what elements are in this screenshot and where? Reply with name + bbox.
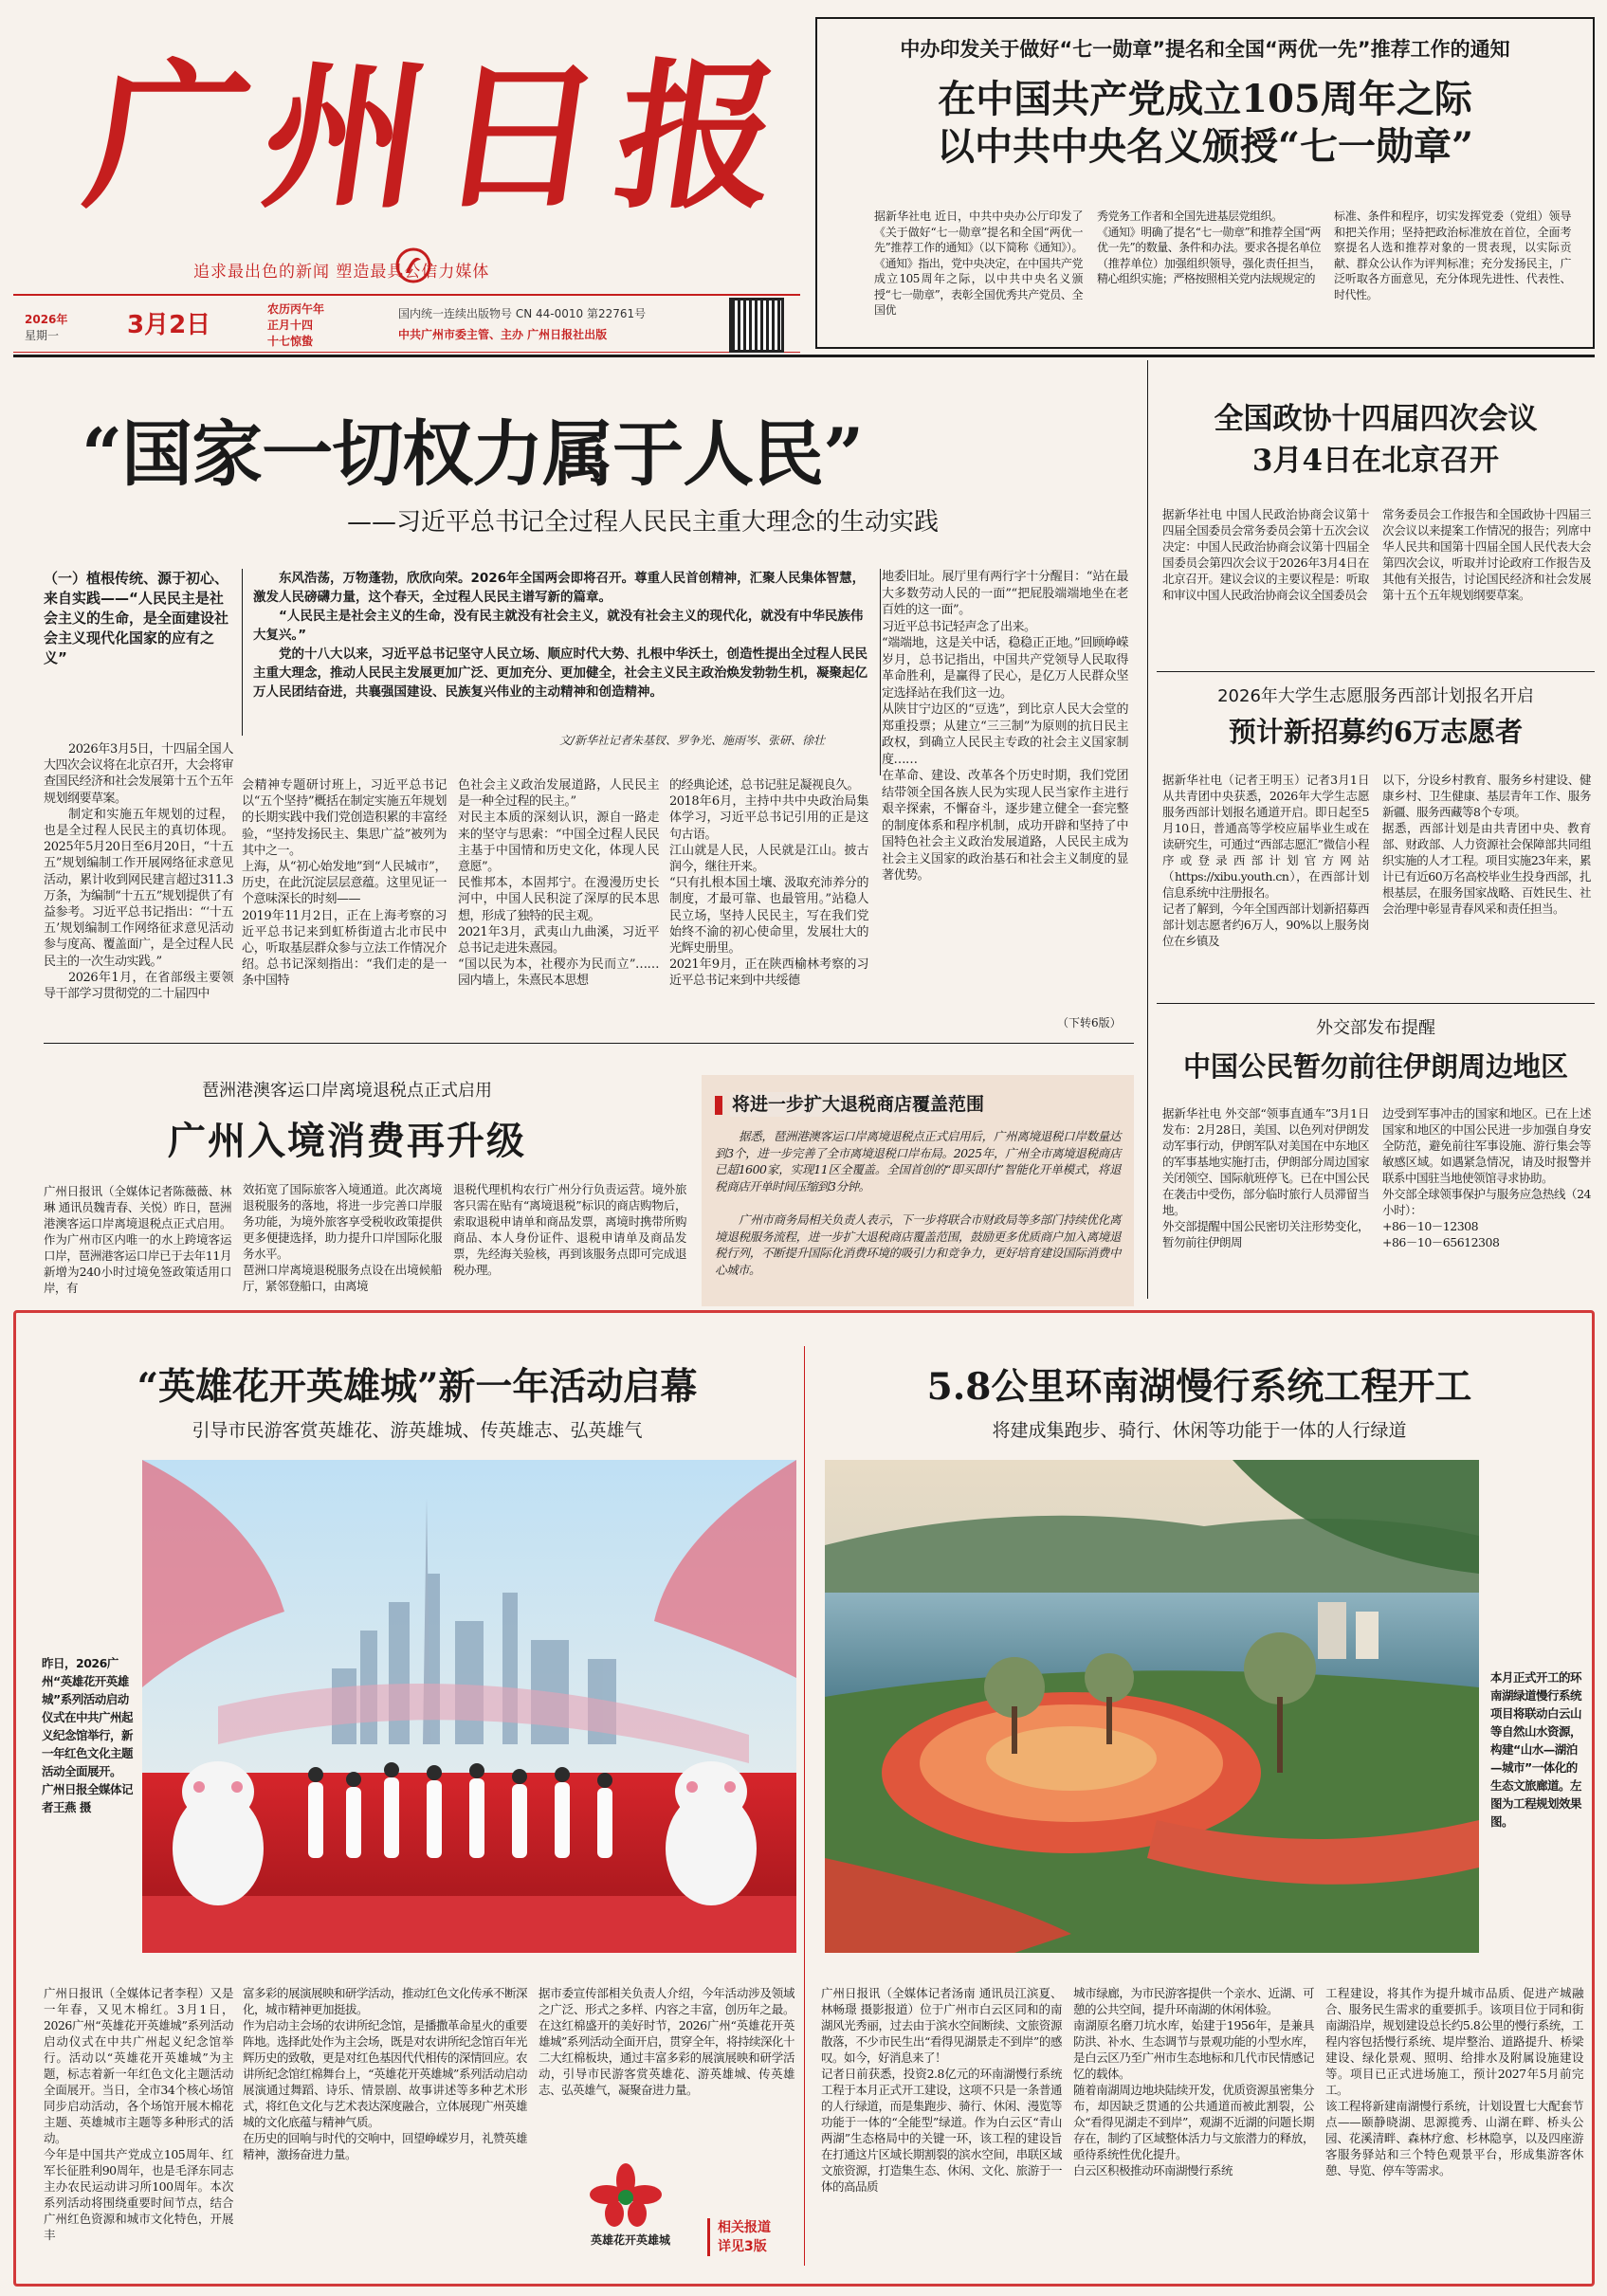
lake-caption: 本月正式开工的环南湖绿道慢行系统项目将联动白云山等自然山水资源，构建“山水—湖泊—城市”一体化的生态文旅廊道。左图为工程规划效果图。 — [1490, 1670, 1582, 1829]
lead-col-2: 会精神专题研讨班上，习近平总书记以“五个坚持”概括在制定实施五年规划的长期实践中我们党创造积累的丰富经验，“坚持发扬民主、集思广益”被列为其中之一。 上海，从“初心始发地”到“人民城市”，历史，在此沉淀层层意蕴。这里见证一个意味深长的时刻—— 2019年11月2日，正在上海考察的习近平总书记来到虹桥街道古北市民中心，听取基层群众参与立法工作情况介绍。总书记深刻指出：“我们走的是一条中国特 — [242, 778, 447, 989]
lake-headline: 5.8公里环南湖慢行系统工程开工 — [926, 1365, 1472, 1409]
lunar-year: 农历丙午年 — [267, 302, 325, 316]
tax-refund-box — [702, 1075, 1134, 1306]
solar-term: 十七惊蛰 — [267, 335, 314, 348]
gz-kicker: 琶洲港澳客运口岸离境退税点正式启用 — [202, 1081, 492, 1101]
hero-col1: 广州日报讯（全媒体记者李程）又是一年春，又见木棉红。3月1日，2026广州“英雄花开英雄城”系列活动启动仪式在中共广州起义纪念馆举行。活动以“英雄花开英雄城”为主题，标志着新一年红色文化主题活动全面展开。当日，全市34个核心场馆同步启动活动，各个场馆开展木棉花主题、英雄城市主题等多种形式的活动。 今年是中国共产党成立105周年、红军长征胜利90周年，也是毛泽东同志主办农民运动讲习所100周年。本次系列活动将围绕重要时间节点，结合广州红色资源和城市文化特色，开展丰 — [44, 1986, 233, 2242]
lead-col-3: 色社会主义政治发展道路，人民民主是一种全过程的民主。” 对民主本质的深刻认识，源自一路走来的坚守与思索：“中国全过程人民民主基于中国情和历史文化，体现人民意愿”。 民惟邦本，本固邦宁。在漫漫历史长河中，中国人民积淀了深厚的民本思想，形成了独特的民主观。 2021年3月，武夷山九曲溪，习近平总书记走进朱熹园。 “国以民为本，社稷亦为民而立”……园内墙上，朱熹民本思想 — [458, 778, 659, 989]
hero-col3: 据市委宣传部相关负责人介绍，今年活动涉及领域之广泛、形式之多样、内容之丰富，创历年之最。在这红棉盛开的美好时节，2026广州“英雄花开英雄城”系列活动全面开启，贯穿全年，将持续深化十二大红棉板块，通过丰富多彩的展演展映和研学活动，引导市民游客赏英雄花、游英雄城、传英雄志、弘英雄气，凝聚奋进力量。 — [539, 1986, 794, 2097]
lake-col2: 城市绿廊，为市民游客提供一个亲水、近湖、可憩的公共空间，提升环南湖的休闲体验。 南湖原名磨刀坑水库，始建于1956年，是兼具防洪、补水、生态调节与景观功能的小型水库，是白云区乃至广州市生态地标和几代市民情感记忆的载体。 随着南湖周边地块陆续开发，优质资源虽密集分布，却因缺乏贯通的公共通道而被此割裂，公众“看得见湖走不到岸”，观湖不近湖的问题长期存在，制约了区域整体活力与文旅潜力的释放，亟待系统性优化提升。 白云区积极推动环南湖慢行系统 — [1073, 1986, 1314, 2178]
weekday: 星期一 — [25, 329, 60, 342]
volunteer-col2: 以下，分设乡村教育、服务乡村建设、健康乡村、卫生健康、基层青年工作、服务新疆、服务西藏等8个专项。 据悉，西部计划是由共青团中央、教育部、财政部、人力资源社会保障部共同组织实施的人才工程。项目实施23年来，累计已有近60万名高校毕业生投身西部，扎根基层，在服务国家战略、百姓民生、社会治理中彰显青春风采和责任担当。 — [1382, 773, 1591, 916]
newspaper-logo — [13, 13, 808, 288]
lead-section-head: （一）植根传统、源于初心、来自实践——“人民民主是社会主义的生命，是全面建设社会主义现代化国家的应有之义” — [44, 570, 229, 666]
issue-info-bar — [13, 294, 800, 353]
lunar-day: 正月十四 — [267, 319, 314, 332]
see-more-link[interactable]: 相关报道 详见3版 — [707, 2218, 771, 2256]
hero-event-logo — [569, 2161, 692, 2275]
rule — [13, 355, 1595, 357]
top-headline: 在中国共产党成立105周年之际 以中共中央名义颁授“七一勋章” — [936, 77, 1473, 169]
event-logo-text: 英雄花开英雄城 — [590, 2233, 670, 2247]
cppcc-col1: 据新华社电 中国人民政治协商会议第十四届全国委员会常务委员会第十五次会议决定：中国人民政治协商会议第十四届全国委员会第四次会议于2026年3月4日在北京召开。建议会议的主要议程是：听取和审议中国人民政治协商会议全国委员会 — [1162, 507, 1369, 602]
lake-walkway-illustration — [825, 1460, 1479, 1953]
hero-col2: 富多彩的展演展映和研学活动，推动红色文化传承不断深化，城市精神更加挺拔。 作为启动主会场的农讲所纪念馆，是播撒革命星火的重要阵地。选择此处作为主会场，既是对农讲所纪念馆百年光辉历史的致敬，更是对红色基因代代相传的深情回应。农讲所纪念馆红棉舞台上，“英雄花开英雄城”系列活动启动展演通过舞蹈、诗乐、情景剧、故事讲述等多种艺术形式，将红色文化与艺术表达深度融合，立体展现广州英雄城的文化底蕴与精神气质。 在历史的回响与时代的交响中，回望峥嵘岁月，礼赞英雄精神，激扬奋进力量。 — [243, 1986, 528, 2161]
iran-kicker: 外交部发布提醒 — [1316, 1018, 1435, 1038]
lead-col-5: 地委旧址。展厅里有两行字十分醒目：“站在最大多数劳动人民的一面”“把屁股端端地坐在老百姓的这一面”。 习近平总书记轻声念了出来。 “端端地，这是关中话，稳稳正正地。”回顾峥嵘岁月，总书记指出，中国共产党领导人民取得革命胜利，是赢得了民心，是亿万人民群众坚定选择站在我们这一边。 从陕甘宁边区的“豆选”，到比京人民大会堂的郑重投票；从建立“三三制”为原则的抗日民主政权，到确立人民民主专政的社会主义国家制度…… 在革命、建设、改革各个历史时期，我们党团结带领全国各族人民为实现人民当家作主进行艰辛探索，不懈奋斗，逐步建立健全一套完整的制度体系和程序机制，成功开辟和坚持了中国特色社会主义政治发展道路，人民民主成为社会主义国家的政治基石和社会主义制度的显著优势。 — [882, 570, 1128, 883]
box-para1: 据悉，琶洲港澳客运口岸离境退税点正式启用后，广州离境退税口岸数量达到3个，进一步完善了全市离境退税口岸布局。2025年，广州全市离境退税商店已超1600家，实现11区全覆盖。全国首创的“即买即付”智能化开单模式，将退税商店开单时间压缩到3分钟。 — [715, 1129, 1121, 1194]
gz-col1: 广州日报讯（全媒体记者陈薇薇、林琳 通讯员魏青春、关悦）昨日，琶洲港澳客运口岸离境退税点正式启用。作为广州市区内唯一的水上跨境客运口岸，琶洲港客运口岸已于去年11月新增为240小时过境免签政策适用口岸，有 — [44, 1184, 231, 1295]
lake-rendering — [825, 1460, 1479, 1953]
lake-col1: 广州日报讯（全媒体记者汤南 通讯员江滨夏、林畅璟 摄影报道）位于广州市白云区同和的南湖风光秀丽，过去由于滨水空间断续、文旅资源散落，不少市民生出“看得见湖景走不到岸”的感叹。如今，好消息来了！ 记者日前获悉，投资2.8亿元的环南湖慢行系统工程于本月正式开工建设，这项不只是一条普通的人行绿道，而是集跑步、骑行、休闲、漫览等功能于一体的“全能型”绿道。作为白云区“青山两湖”生态格局中的关键一环，该工程的建设旨在打通这片区域长期割裂的滨水空间，串联区域文旅资源，打造集生态、休闲、文化、旅游于一体的高品质 — [821, 1986, 1062, 2194]
slogan: 追求最出色的新闻 塑造最具公信力媒体 — [193, 263, 490, 282]
box-marker-icon — [715, 1096, 722, 1115]
logo-text: 广州日报 — [76, 43, 808, 230]
box-para2: 广州市商务局相关负责人表示，下一步将联合市财政局等多部门持续优化离境退税服务流程，进一步扩大退税商店覆盖范围，鼓励更多优质商户加入离境退税行列，不断提升国际化消费环境的吸引力和竞争力，更好培育建设国际消费中心城市。 — [715, 1212, 1121, 1277]
gz-col2: 效拓宽了国际旅客入境通道。此次离境退税服务的落地，将进一步完善口岸服务功能，为境外旅客享受税收政策提供更多便捷选择，助力提升口岸国际化服务水平。 琶洲口岸离境退税服务点设在出境候船厅，紧邻登船口，由离境 — [243, 1182, 442, 1293]
top-news-box — [815, 17, 1595, 349]
lead-col-4: 的经典论述，总书记驻足凝视良久。 2018年6月，主持中共中央政治局集体学习，习近平总书记引用的正是这句古语。 江山就是人民，人民就是江山。披古润今，继往开来。 “只有扎根本国土壤、汲取充沛养分的制度，才最可靠、也最管用。”站稳人民立场，坚持人民民主，写在我们党始终不渝的初心使命里，发展壮大的光辉史册里。 2021年9月，正在陕西榆林考察的习近平总书记来到中共绥德 — [669, 778, 868, 989]
masthead — [13, 13, 808, 351]
hero-caption: 昨日，2026广州“英雄花开英雄城”系列活动启动仪式在中共广州起义纪念馆举行，新一年红色文化主题活动全面展开。 广州日报全媒体记者王燕 摄 — [42, 1656, 134, 1814]
lead-col-1: 2026年3月5日，十四届全国人大四次会议将在北京召开，大会将审查国民经济和社会发展第十五个五年规划纲要草案。 制定和实施五年规划的过程，也是全过程人民民主的真切体现。2025年5月20日至6月20日，“十五五”规划编制工作开展网络征求意见活动，累计收到网民建言超过311.3万条，为编制“十五五”规划提供了有益参考。习近平总书记指出：“‘十五五’规划编制工作网络征求意见活动参与度高、覆盖面广，是全过程人民民主的一次生动实践。” 2026年1月，在省部级主要领导干部学习贯彻党的二十届四中 — [44, 742, 234, 1002]
cppcc-col2: 常务委员会工作报告和全国政协十四届三次会议以来提案工作情况的报告；列席中华人民共和国第十四届全国人民代表大会第四次会议，听取并讨论政府工作报告及其他有关报告，讨论国民经济和社会发展第十五个五年规划纲要草案。 — [1382, 507, 1591, 602]
lead-byline: 文/新华社记者朱基钗、罗争光、施雨岑、张研、徐壮 — [559, 734, 826, 747]
iran-col2: 边受到军事冲击的国家和地区。已在上述国家和地区的中国公民进一步加强自身安全防范，避免前往军事设施、游行集会等敏感区域。如遇紧急情况，请及时报警并联系中国驻当地使领馆寻求协助。 外交部全球领事保护与服务应急热线（24小时）： +86－10－12308 +86－10－65612308 — [1382, 1106, 1591, 1249]
top-col1: 据新华社电 近日，中共中央办公厅印发了《关于做好“七一勋章”提名和全国“两优一先”推荐工作的通知》（以下简称《通知》）。《通知》指出，党中央决定，在中国共产党成立105周年之际，以中共中央名义颁授“七一勋章”，表彰全国优秀共产党员、全国优 — [874, 210, 1083, 317]
year: 2026年 — [25, 313, 68, 326]
ceremony-photo-illustration — [142, 1460, 796, 1953]
issn-line: 国内统一连续出版物号 CN 44-0010 第22761号 — [398, 307, 647, 320]
iran-headline: 中国公民暂勿前往伊朗周边地区 — [1182, 1050, 1568, 1083]
top-col2: 秀党务工作者和全国先进基层党组织。 《通知》明确了提名“七一勋章”和推荐全国“两优一先”的数量、条件和办法。要求各提名单位（推荐单位）加强组织领导，强化责任担当，精心组织实施；严格按照相关党内法规规定的 — [1097, 210, 1321, 285]
volunteer-col1: 据新华社电（记者王明玉）记者3月1日从共青团中央获悉，2026年大学生志愿服务西部计划报名通道开启。即日起至5月10日，普通高等学校应届毕业生或在读研究生，可通过“西部志愿汇”微信小程序或登录西部计划官方网站（https://xibu.youth.cn），在西部计划信息系统中注册报名。 记者了解到，今年全国西部计划新招募西部计划志愿者约6万人，90%以上服务岗位在乡镇及 — [1162, 773, 1369, 948]
hero-subhead: 引导市民游客赏英雄花、游英雄城、传英雄志、弘英雄气 — [192, 1420, 643, 1441]
lead-headline: “国家一切权力属于人民” — [82, 412, 864, 496]
top-kicker: 中办印发关于做好“七一勋章”提名和全国“两优一先”推荐工作的通知 — [900, 38, 1510, 61]
top-col3: 标准、条件和程序，切实发挥党委（党组）领导和把关作用；坚持把政治标准放在首位，全面考察提名人选和推荐对象的一贯表现，以实际贡献、群众公认作为评判标准；充分发扬民主，广泛听取各方面意见，充分体现先进性、代表性、时代性。 — [1334, 210, 1571, 301]
lake-col3: 工程建设，将其作为提升城市品质、促进产城融合、服务民生需求的重要抓手。该项目位于同和街南湖沿岸，规划建设总长约5.8公里的慢行系统，工程内容包括慢行系统、堤岸整治、道路提升、桥梁建设、绿化景观、照明、给排水及附属设施建设等。项目已正式进场施工，预计2027年5月前完工。 该工程将新建南湖慢行系统，计划设置七大配套节点——颐静晓湖、思源揽秀、山湖在畔、桥头公园、花溪清畔、森林疗愈、杉林隐享，以及四座游客服务驿站和三个特色观景平台，形成集游客休憩、导览、停车等需求。 — [1325, 1986, 1583, 2178]
box-headline: 将进一步扩大退税商店覆盖范围 — [732, 1094, 985, 1115]
lake-subhead: 将建成集跑步、骑行、休闲等功能于一体的人行绿道 — [992, 1420, 1407, 1441]
hero-photo — [142, 1460, 796, 1953]
cppcc-headline: 全国政协十四届四次会议 3月4日在北京召开 — [1214, 402, 1538, 478]
publisher-line: 中共广州市委主管、主办 广州日报社出版 — [398, 328, 608, 341]
issue-date: 3月2日 — [127, 311, 211, 339]
volunteer-kicker: 2026年大学生志愿服务西部计划报名开启 — [1217, 686, 1534, 706]
qr-code-icon[interactable] — [729, 298, 784, 353]
lead-quote-block: 东风浩荡，万物蓬勃，欣欣向荣。2026年全国两会即将召开。尊重人民首创精神，汇聚人民集体智慧，激发人民磅礴力量，这个春天，全过程人民民主谱写新的篇章。 “人民民主是社会主义的生命，没有民主就没有社会主义，就没有社会主义的现代化，就没有中华民族伟大复兴。” 党的十八大以来，习近平总书记坚守人民立场、顺应时代大势、扎根中华沃土，创造性提出全过程人民民主重大理念，推动人民民主发展更加广泛、更加充分、更加健全，社会主义民主政治焕发勃勃生机，凝聚起亿万人民团结奋进，共襄强国建设、民族复兴伟业的主动精神和创造精神。 — [253, 571, 867, 700]
hero-headline: “英雄花开英雄城”新一年活动启幕 — [137, 1365, 698, 1409]
iran-col1: 据新华社电 外交部“领事直通车”3月1日发布：2月28日，美国、以色列对伊朗发动军事行动，伊朗军队对美国在中东地区的军事基地实施打击，伊朗部分周边国家关闭领空、国际航班停飞。已在中国公民在袭击中受伤，部分临时旅行人员滞留当地。 外交部提醒中国公民密切关注形势变化，暂勿前往伊朗周 — [1162, 1106, 1369, 1249]
gz-headline: 广州入境消费再升级 — [168, 1119, 526, 1163]
gz-col3: 退税代理机构农行广州分行负责运营。境外旅客只需在贴有“离境退税”标识的商店购物后，索取退税申请单和商品发票，离境时携带所购商品、本人身份证件、退税申请单及商品发票，先经海关验核，再到该服务点即可完成退税办理。 — [453, 1182, 686, 1277]
volunteer-headline: 预计新招募约6万志愿者 — [1228, 716, 1524, 748]
kapok-flower-icon — [588, 2161, 664, 2228]
continued-note: （下转6版） — [1057, 1016, 1122, 1030]
lead-subhead: ——习近平总书记全过程人民民主重大理念的生动实践 — [347, 508, 940, 537]
